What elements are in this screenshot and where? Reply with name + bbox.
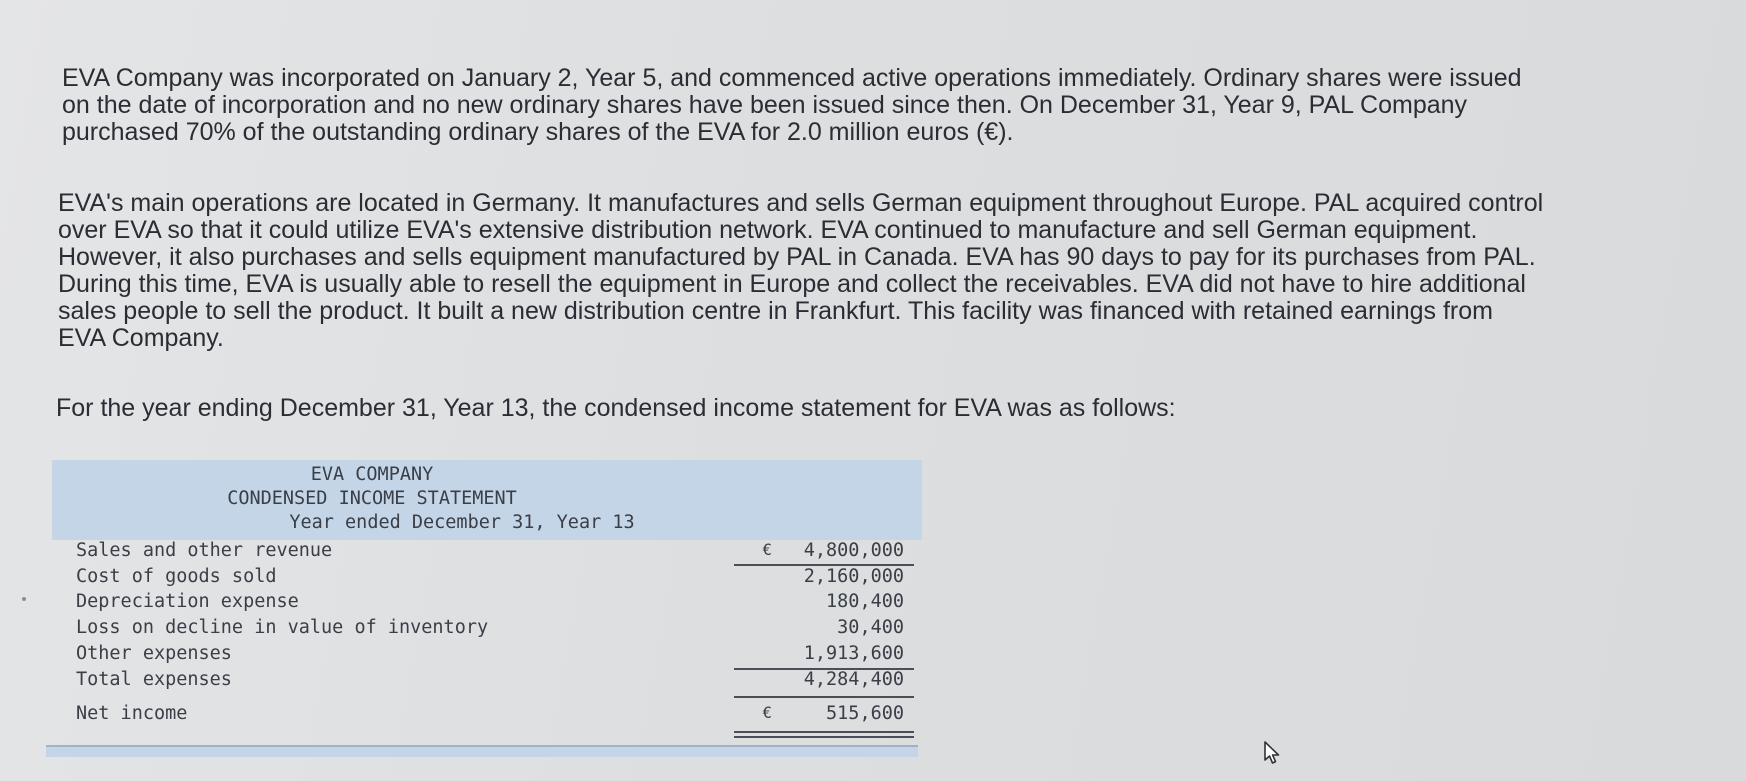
double-underline-rule (734, 731, 914, 733)
table-row (52, 643, 922, 669)
statement-period: Year ended December 31, Year 13 (289, 512, 635, 533)
double-underline-rule (734, 736, 914, 738)
row-amount-inventory-loss: 30,400 (837, 617, 904, 638)
row-label-net-income: Net income (76, 703, 188, 724)
row-amount-cogs: 2,160,000 (803, 566, 904, 587)
row-amount-depreciation: 180,400 (826, 591, 904, 612)
margin-dot (22, 597, 26, 601)
table-row (52, 617, 922, 643)
income-statement-table (52, 460, 922, 760)
statement-header (52, 460, 922, 540)
currency-symbol: € (762, 703, 772, 722)
row-amount-total-expenses: 4,284,400 (803, 669, 904, 690)
operations-paragraph: EVA's main operations are located in Germany. It manufactures and sells German equipment throughout Europe. PAL acquired control over EVA so that it could utilize EVA's extensive distribution network. EVA continued to manufacture and sell German equipment. However, it also purchases and sells equipment manufactured by PAL in Canada. EVA has 90 days to pay for its purchases from PAL. During this time, EVA is usually able to resell the equipment in Europe and collect the receivables. EVA did not have to hire additional sales people to sell the product. It built a new distribution centre in Frankfurt. This facility was financed with retained earnings from EVA Company. (58, 189, 1544, 352)
row-label-depreciation: Depreciation expense (76, 591, 299, 612)
currency-symbol: € (762, 540, 772, 559)
table-row (52, 591, 922, 617)
row-amount-net-income: 515,600 (826, 703, 904, 724)
statement-intro-paragraph: For the year ending December 31, Year 13, the condensed income statement for EVA was as follows: (56, 394, 1176, 422)
mouse-pointer-icon (1262, 740, 1284, 766)
row-label-cogs: Cost of goods sold (76, 566, 277, 587)
table-row (52, 540, 922, 566)
row-amount-sales: 4,800,000 (803, 540, 904, 561)
statement-company-name: EVA COMPANY (310, 464, 434, 485)
row-amount-other-expenses: 1,913,600 (803, 643, 904, 664)
row-label-other-expenses: Other expenses (76, 643, 232, 664)
intro-paragraph: EVA Company was incorporated on January 2, Year 5, and commenced active operations immediately. Ordinary shares were issued on the date of incorporation and no new ordinary shares have been issued since then. On December 31, Year 9, PAL Company purchased 70% of the outstanding ordinary shares of the EVA for 2.0 million euros (€). (62, 64, 1522, 146)
statement-title: CONDENSED INCOME STATEMENT (227, 488, 517, 509)
row-label-inventory-loss: Loss on decline in value of inventory (76, 617, 489, 638)
row-label-total-expenses: Total expenses (76, 669, 232, 690)
underline-rule (734, 696, 914, 698)
table-bottom-bar (46, 745, 918, 757)
row-label-sales: Sales and other revenue (76, 540, 333, 561)
table-row (52, 669, 922, 695)
table-row (52, 566, 922, 592)
table-row (52, 703, 922, 729)
